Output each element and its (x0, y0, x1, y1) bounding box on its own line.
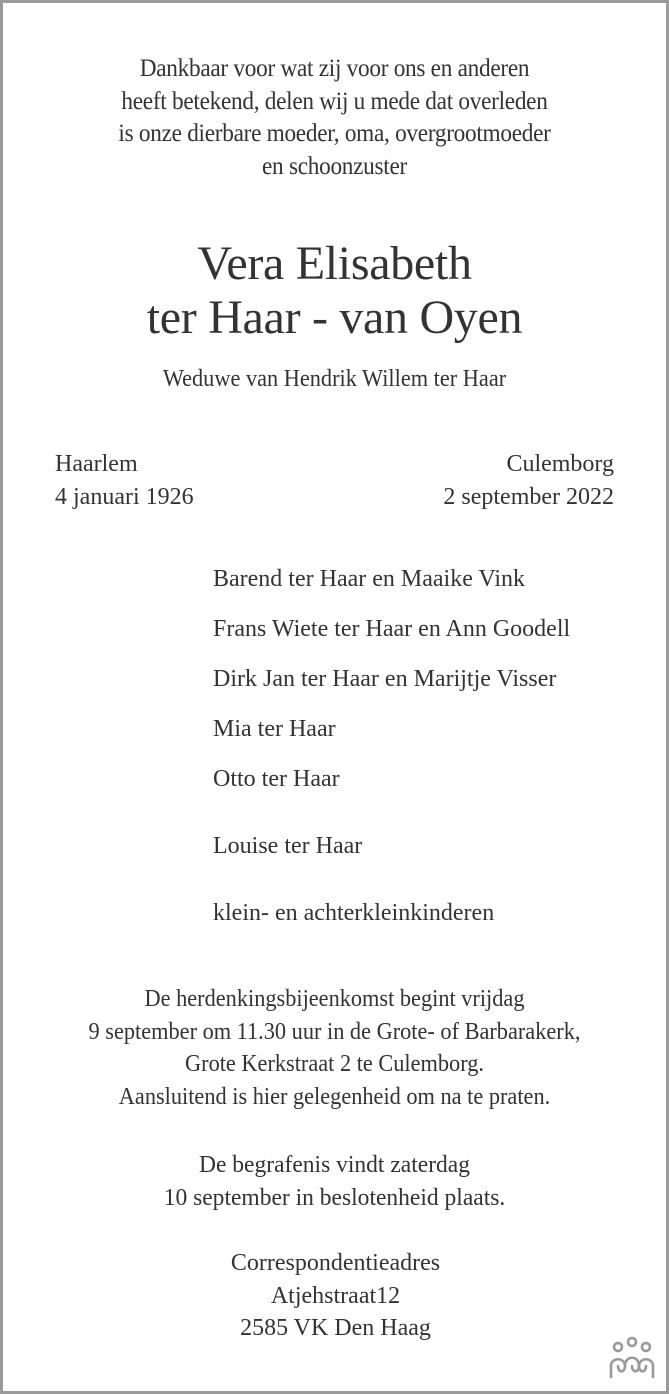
intro-text (26, 53, 643, 183)
intro-line: is onze dierbare moeder, oma, overgrootmoeder (118, 120, 551, 147)
death-info (443, 448, 614, 514)
family-member: Mia ter Haar (213, 716, 336, 742)
service-line: 9 september om 11.30 uur in de Grote- of Barbarakerk, (88, 1018, 581, 1045)
death-date: 2 september 2022 (443, 484, 614, 510)
family-member: Frans Wiete ter Haar en Ann Goodell (213, 616, 571, 642)
family-member: Barend ter Haar en Maaike Vink (213, 566, 525, 592)
birth-info (55, 448, 194, 514)
birth-place: Haarlem (55, 451, 138, 477)
family-member: Louise ter Haar (213, 833, 363, 859)
name-line: ter Haar - van Oyen (146, 291, 523, 344)
service-line: Grote Kerkstraat 2 te Culemborg. (185, 1051, 484, 1077)
funeral-line: De begrafenis vindt zaterdag (198, 1152, 471, 1178)
death-place: Culemborg (506, 451, 614, 477)
family-member: Otto ter Haar (213, 766, 340, 792)
intro-line: Dankbaar voor wat zij voor ons en anderen (139, 55, 530, 82)
widow-of: Weduwe van Hendrik Willem ter Haar (162, 366, 507, 392)
intro-line: en schoonzuster (262, 152, 407, 180)
correspondence-address (213, 1247, 458, 1345)
family-member: Dirk Jan ter Haar en Marijtje Visser (213, 666, 557, 692)
family-grandchildren: klein- en achterkleinkinderen (213, 900, 495, 926)
service-info (26, 983, 643, 1113)
address-label: Correspondentieadres (230, 1250, 441, 1276)
birth-date: 4 januari 1926 (55, 484, 194, 510)
address-city: 2585 VK Den Haag (240, 1315, 431, 1341)
family-people-icon (608, 1333, 656, 1381)
funeral-line: 10 september in beslotenheid plaats. (163, 1184, 506, 1211)
name-line: Vera Elisabeth (197, 237, 472, 290)
service-line: De herdenkingsbijeenkomst begint vrijdag (144, 986, 525, 1012)
deceased-name (3, 237, 666, 345)
funeral-info (10, 1149, 660, 1214)
address-street: Atjehstraat12 (270, 1282, 401, 1309)
service-line: Aansluitend is hier gelegenheid om na te praten. (118, 1083, 551, 1110)
intro-line: heeft betekend, delen wij u mede dat overleden (121, 87, 548, 115)
